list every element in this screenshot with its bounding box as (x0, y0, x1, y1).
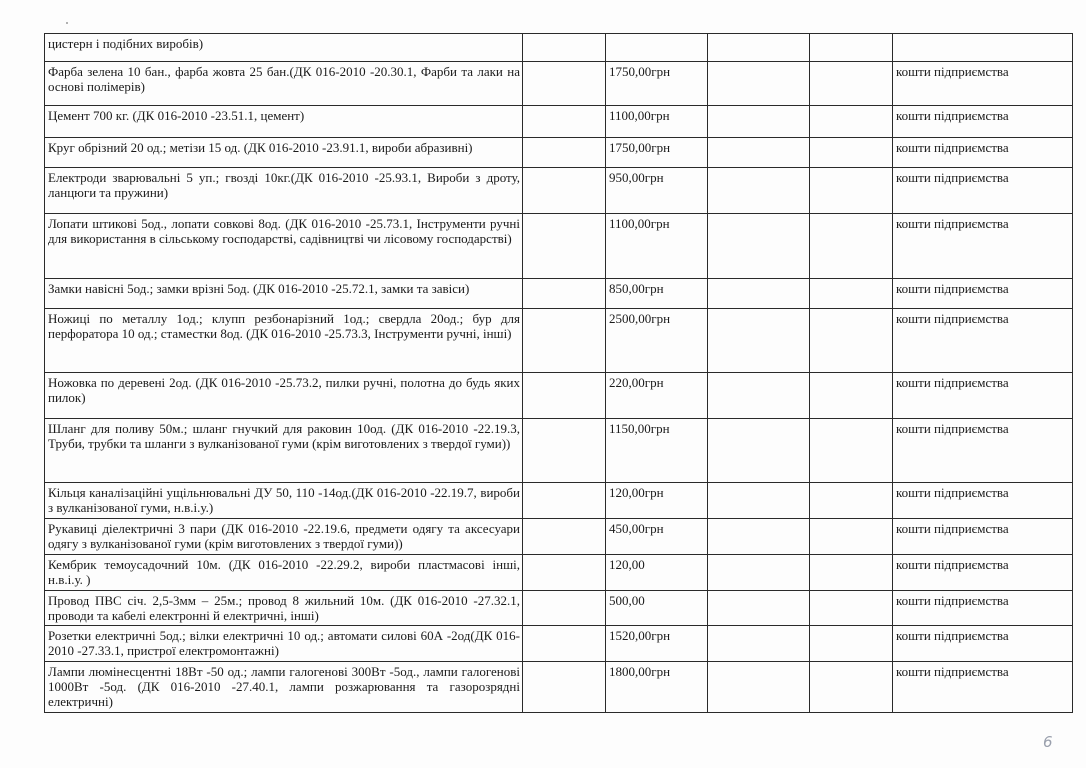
item-description: Замки навісні 5од.; замки врізні 5од. (ДК 016-2010 -25.72.1, замки та завіси) (45, 279, 523, 309)
item-sum: 1100,00грн (606, 214, 708, 279)
item-sum: 1150,00грн (606, 419, 708, 483)
empty-cell (523, 555, 606, 591)
item-description: Електроди зварювальні 5 уп.; гвозді 10кг.(ДК 016-2010 -25.93.1, Вироби з дроту, ланцюги та пружини) (45, 168, 523, 214)
empty-cell (708, 62, 810, 106)
empty-cell (810, 373, 893, 419)
table-row (45, 483, 1073, 519)
empty-cell (810, 519, 893, 555)
empty-cell (810, 662, 893, 713)
item-funding: кошти підприємства (893, 214, 1073, 279)
empty-cell (810, 138, 893, 168)
item-funding: кошти підприємства (893, 419, 1073, 483)
item-description: Лопати штикові 5од., лопати совкові 8од. (ДК 016-2010 -25.73.1, Інструменти ручні для використання в сільському господарстві, садівництві чи лісовому господарстві) (45, 214, 523, 279)
empty-cell (810, 279, 893, 309)
empty-cell (810, 309, 893, 373)
empty-cell (810, 591, 893, 626)
item-description: цистерн і подібних виробів) (45, 34, 523, 62)
item-sum: 450,00грн (606, 519, 708, 555)
item-funding (893, 34, 1073, 62)
item-description: Провод ПВС січ. 2,5-3мм – 25м.; провод 8 жильний 10м. (ДК 016-2010 -27.32.1, проводи та кабелі електронні й електричні, інші) (45, 591, 523, 626)
table-row (45, 279, 1073, 309)
empty-cell (523, 138, 606, 168)
scan-speck (66, 22, 68, 24)
item-sum: 2500,00грн (606, 309, 708, 373)
empty-cell (523, 519, 606, 555)
empty-cell (523, 419, 606, 483)
item-description: Ножовка по деревені 2од. (ДК 016-2010 -25.73.2, пилки ручні, полотна до будь яких пилок) (45, 373, 523, 419)
table-row (45, 138, 1073, 168)
item-sum: 220,00грн (606, 373, 708, 419)
table-row (45, 34, 1073, 62)
empty-cell (708, 662, 810, 713)
empty-cell (523, 214, 606, 279)
empty-cell (523, 662, 606, 713)
empty-cell (810, 555, 893, 591)
empty-cell (810, 34, 893, 62)
item-funding: кошти підприємства (893, 519, 1073, 555)
table-row (45, 214, 1073, 279)
item-sum: 950,00грн (606, 168, 708, 214)
empty-cell (523, 34, 606, 62)
empty-cell (523, 373, 606, 419)
item-description: Лампи люмінесцентні 18Вт -50 од.; лампи галогенові 300Вт -5од., лампи галогенові 1000Вт -5од. (ДК 016-2010 -27.40.1, лампи розжарювання та газорозрядні електричні) (45, 662, 523, 713)
empty-cell (708, 483, 810, 519)
empty-cell (523, 168, 606, 214)
item-description: Кільця каналізаційні ущільнювальні ДУ 50, 110 -14од.(ДК 016-2010 -22.19.7, вироби з вулканізованої гуми, н.в.і.у.) (45, 483, 523, 519)
table-row (45, 555, 1073, 591)
empty-cell (708, 373, 810, 419)
empty-cell (708, 279, 810, 309)
item-funding: кошти підприємства (893, 138, 1073, 168)
item-sum: 120,00 (606, 555, 708, 591)
empty-cell (523, 106, 606, 138)
item-funding: кошти підприємства (893, 62, 1073, 106)
empty-cell (708, 106, 810, 138)
item-sum: 500,00 (606, 591, 708, 626)
item-sum: 1800,00грн (606, 662, 708, 713)
empty-cell (708, 309, 810, 373)
table-row (45, 591, 1073, 626)
empty-cell (523, 279, 606, 309)
table-row (45, 519, 1073, 555)
page-number: 6 (1043, 733, 1053, 751)
item-description: Шланг для поливу 50м.; шланг гнучкий для раковин 10од. (ДК 016-2010 -22.19.3, Труби, трубки та шланги з вулканізованої гуми (крім виготовлених з твердої гуми)) (45, 419, 523, 483)
empty-cell (810, 62, 893, 106)
item-description: Цемент 700 кг. (ДК 016-2010 -23.51.1, цемент) (45, 106, 523, 138)
empty-cell (708, 214, 810, 279)
item-sum: 120,00грн (606, 483, 708, 519)
empty-cell (810, 483, 893, 519)
table-row (45, 62, 1073, 106)
empty-cell (523, 309, 606, 373)
empty-cell (810, 214, 893, 279)
item-sum: 1100,00грн (606, 106, 708, 138)
empty-cell (810, 168, 893, 214)
item-description: Фарба зелена 10 бан., фарба жовта 25 бан.(ДК 016-2010 -20.30.1, Фарби та лаки на основі полімерів) (45, 62, 523, 106)
item-description: Розетки електричні 5од.; вілки електричні 10 од.; автомати силові 60А -2од(ДК 016-2010 -27.33.1, пристрої електромонтажні) (45, 626, 523, 662)
item-sum: 1520,00грн (606, 626, 708, 662)
item-funding: кошти підприємства (893, 168, 1073, 214)
table-row (45, 662, 1073, 713)
item-funding: кошти підприємства (893, 483, 1073, 519)
item-sum: 1750,00грн (606, 138, 708, 168)
table-row (45, 373, 1073, 419)
procurement-table (44, 33, 1073, 713)
empty-cell (810, 106, 893, 138)
empty-cell (708, 168, 810, 214)
table-row (45, 309, 1073, 373)
empty-cell (810, 419, 893, 483)
table-row (45, 626, 1073, 662)
empty-cell (708, 519, 810, 555)
item-funding: кошти підприємства (893, 309, 1073, 373)
item-funding: кошти підприємства (893, 626, 1073, 662)
item-sum: 850,00грн (606, 279, 708, 309)
empty-cell (708, 555, 810, 591)
empty-cell (708, 34, 810, 62)
table-row (45, 168, 1073, 214)
empty-cell (523, 591, 606, 626)
table-row (45, 106, 1073, 138)
item-funding: кошти підприємства (893, 279, 1073, 309)
item-funding: кошти підприємства (893, 662, 1073, 713)
empty-cell (708, 626, 810, 662)
empty-cell (523, 626, 606, 662)
item-funding: кошти підприємства (893, 555, 1073, 591)
empty-cell (523, 483, 606, 519)
item-description: Ножиці по металлу 1од.; клупп резбонарізний 1од.; свердла 20од.; бур для перфоратора 10 од.; стаместки 8од. (ДК 016-2010 -25.73.3, Інструменти ручні, інші) (45, 309, 523, 373)
empty-cell (708, 138, 810, 168)
item-sum (606, 34, 708, 62)
empty-cell (708, 591, 810, 626)
item-description: Рукавиці діелектричні 3 пари (ДК 016-2010 -22.19.6, предмети одягу та аксесуари одягу з вулканізованої гуми (крім виготовлених з твердої гуми)) (45, 519, 523, 555)
item-funding: кошти підприємства (893, 106, 1073, 138)
empty-cell (810, 626, 893, 662)
item-funding: кошти підприємства (893, 591, 1073, 626)
empty-cell (708, 419, 810, 483)
item-funding: кошти підприємства (893, 373, 1073, 419)
empty-cell (523, 62, 606, 106)
item-description: Кембрик темоусадочний 10м. (ДК 016-2010 -22.29.2, вироби пластмасові інші, н.в.і.у. ) (45, 555, 523, 591)
table-row (45, 419, 1073, 483)
item-description: Круг обрізний 20 од.; метізи 15 од. (ДК 016-2010 -23.91.1, вироби абразивні) (45, 138, 523, 168)
item-sum: 1750,00грн (606, 62, 708, 106)
